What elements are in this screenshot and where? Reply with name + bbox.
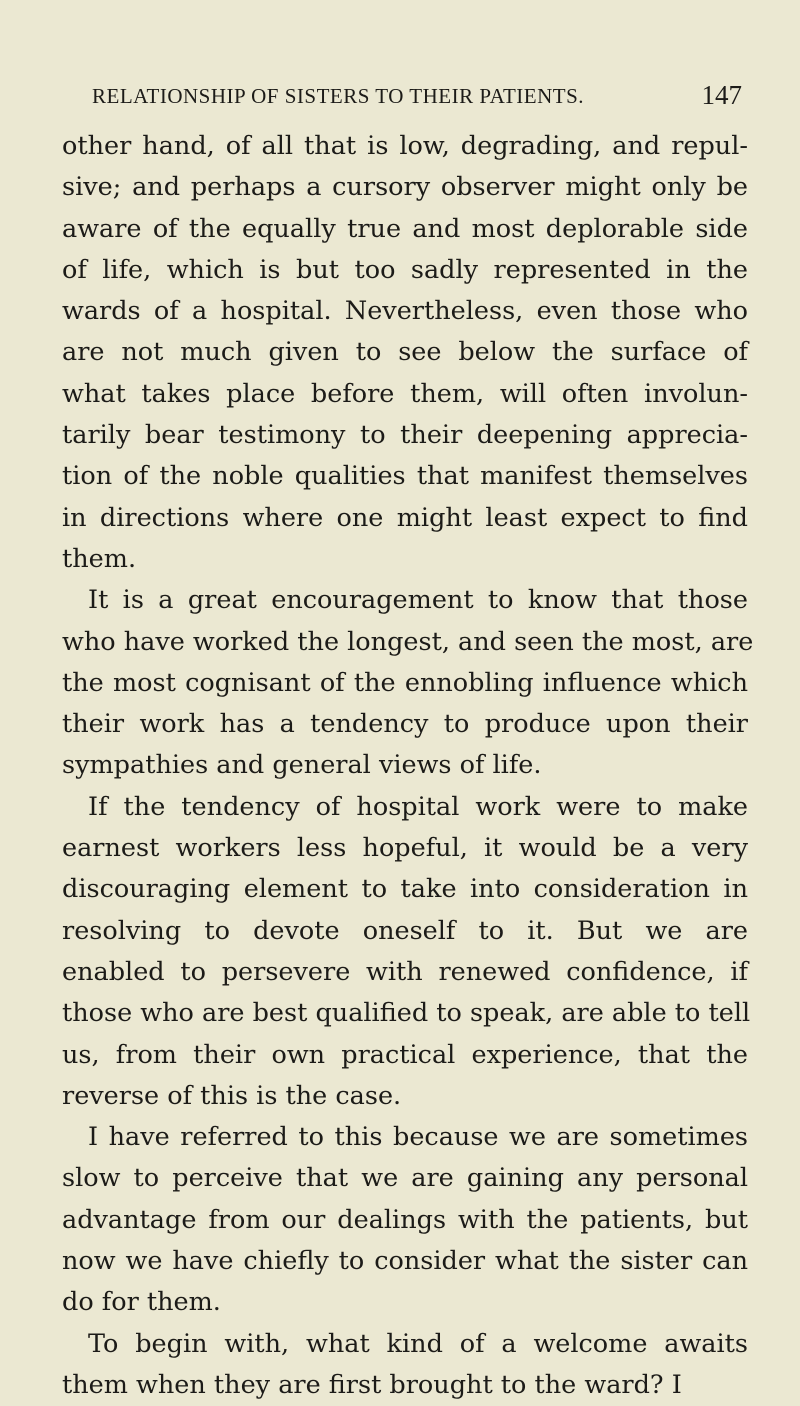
text-line: tarily bear testimony to their deepening apprecia- <box>62 420 748 451</box>
text-line: If the tendency of hospital work were to make <box>88 791 748 822</box>
body-text <box>62 126 754 1406</box>
text-line: in directions where one might least expect to find <box>62 502 748 533</box>
text-line: resolving to devote oneself to it. But we are <box>62 915 748 946</box>
text-line: us, from their own practical experience, that the <box>62 1039 748 1070</box>
text-line: I have referred to this because we are sometimes <box>88 1122 748 1153</box>
text-line: aware of the equally true and most deplorable side <box>62 213 748 244</box>
text-line: It is a great encouragement to know that those <box>88 585 748 616</box>
running-title: RELATIONSHIP OF SISTERS TO THEIR PATIENTS. <box>92 84 585 108</box>
text-line: their work has a tendency to produce upon their <box>62 709 748 740</box>
text-line: earnest workers less hopeful, it would be a very <box>62 833 748 864</box>
paragraph <box>62 1324 748 1406</box>
text-line: the most cognisant of the ennobling influence which <box>62 667 748 698</box>
text-line: tion of the noble qualities that manifest themselves <box>62 461 748 492</box>
text-line: To begin with, what kind of a welcome awaits <box>88 1328 748 1359</box>
text-line: sive; and perhaps a cursory observer might only be <box>62 172 748 203</box>
text-line: advantage from our dealings with the patients, but <box>62 1204 748 1235</box>
text-line: do for them. <box>62 1287 221 1318</box>
text-line: what takes place before them, will often involun- <box>62 378 748 409</box>
text-line: of life, which is but too sadly represented in the <box>62 254 748 285</box>
paragraph <box>62 787 751 1117</box>
text-line: who have worked the longest, and seen the most, are <box>62 626 754 657</box>
text-line: them. <box>62 543 137 574</box>
paragraph <box>62 580 754 786</box>
paragraph <box>62 126 748 580</box>
text-line: now we have chiefly to consider what the sister can <box>62 1246 748 1277</box>
text-line: them when they are first brought to the ward? I <box>62 1369 682 1400</box>
text-line: are not much given to see below the surface of <box>62 337 748 368</box>
text-line: discouraging element to take into consideration in <box>62 874 748 905</box>
text-line: enabled to persevere with renewed confidence, if <box>62 956 748 987</box>
text-line: other hand, of all that is low, degrading, and repul- <box>62 131 748 161</box>
text-line: reverse of this is the case. <box>62 1080 402 1111</box>
text-line: sympathies and general views of life. <box>62 750 542 781</box>
text-line: wards of a hospital. Nevertheless, even those who <box>62 296 748 327</box>
running-head <box>92 80 742 114</box>
page-number: 147 <box>701 80 742 110</box>
text-line: slow to perceive that we are gaining any personal <box>62 1163 748 1194</box>
paragraph <box>62 1117 748 1323</box>
text-line: those who are best qualified to speak, are able to tell <box>62 998 751 1029</box>
